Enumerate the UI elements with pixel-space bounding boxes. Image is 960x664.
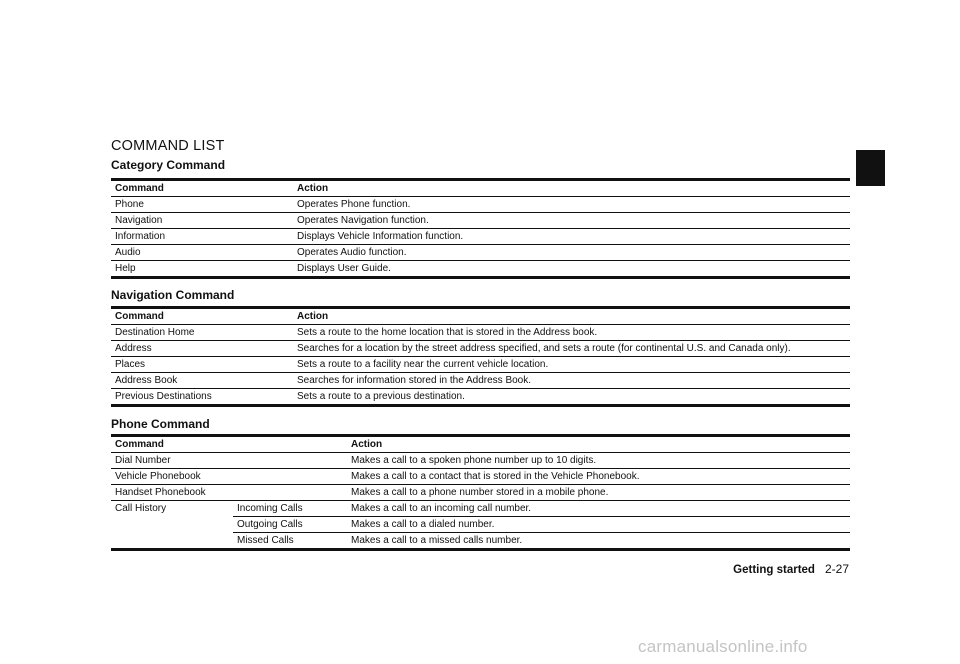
- command-cell: Dial Number: [111, 453, 347, 469]
- table-header-row: [111, 308, 850, 325]
- command-cell: Destination Home: [111, 325, 293, 341]
- table-row: [111, 325, 850, 341]
- action-cell: Sets a route to the home location that is stored in the Address book.: [293, 325, 850, 341]
- page-title: COMMAND LIST: [111, 138, 225, 154]
- action-cell: Operates Phone function.: [293, 197, 850, 213]
- table-row: [111, 261, 850, 278]
- header-action: Action: [347, 436, 850, 453]
- table-row: [111, 357, 850, 373]
- chapter-tab-marker: [856, 150, 885, 186]
- command-cell: Places: [111, 357, 293, 373]
- action-cell: Displays User Guide.: [297, 263, 391, 274]
- table-header-row: [111, 436, 850, 453]
- action-cell: Sets a route to a previous destination.: [297, 391, 465, 402]
- phone-command-title: Phone Command: [111, 417, 210, 431]
- page-footer: [733, 562, 849, 576]
- table-row: [111, 213, 850, 229]
- table-row: [111, 373, 850, 389]
- header-command: Command: [111, 436, 347, 453]
- command-cell: Address Book: [111, 373, 293, 389]
- action-cell: Searches for a location by the street address specified, and sets a route (for continental U.S. and Canada only).: [293, 341, 850, 357]
- navigation-command-table: [111, 306, 850, 407]
- phone-command-table: [111, 434, 850, 551]
- action-cell: Makes a call to an incoming call number.: [347, 501, 850, 517]
- footer-section: Getting started: [733, 564, 815, 576]
- command-cell: Navigation: [111, 213, 293, 229]
- subcommand-cell: Outgoing Calls: [233, 517, 347, 533]
- subcommand-cell: Missed Calls: [237, 535, 294, 546]
- table-row: [111, 389, 850, 406]
- table-row: [111, 341, 850, 357]
- category-command-table: [111, 178, 850, 279]
- action-cell: Makes a call to a contact that is stored in the Vehicle Phonebook.: [347, 469, 850, 485]
- table-row: [111, 229, 850, 245]
- action-cell: Makes a call to a dialed number.: [347, 517, 850, 533]
- table-row: [111, 453, 850, 469]
- action-cell: Displays Vehicle Information function.: [293, 229, 850, 245]
- action-cell: Sets a route to a facility near the current vehicle location.: [293, 357, 850, 373]
- table-row: [111, 245, 850, 261]
- table-row: [111, 501, 850, 517]
- command-cell: Help: [115, 263, 136, 274]
- command-cell: Previous Destinations: [115, 391, 212, 402]
- action-cell: Makes a call to a phone number stored in a mobile phone.: [347, 485, 850, 501]
- command-cell: Audio: [111, 245, 293, 261]
- call-history-cell: Call History: [111, 501, 233, 550]
- header-action: Action: [293, 308, 850, 325]
- category-command-title: Category Command: [111, 158, 226, 172]
- command-cell: Address: [111, 341, 293, 357]
- command-cell: Vehicle Phonebook: [111, 469, 347, 485]
- action-cell: Operates Navigation function.: [293, 213, 850, 229]
- header-command: Command: [111, 180, 293, 197]
- action-cell: Makes a call to a spoken phone number up to 10 digits.: [347, 453, 850, 469]
- command-cell: Handset Phonebook: [111, 485, 347, 501]
- action-cell: Makes a call to a missed calls number.: [351, 535, 523, 546]
- action-cell: Searches for information stored in the Address Book.: [293, 373, 850, 389]
- table-header-row: [111, 180, 850, 197]
- page-number: 2-27: [824, 562, 849, 576]
- action-cell: Operates Audio function.: [293, 245, 850, 261]
- table-row: [111, 485, 850, 501]
- subcommand-cell: Incoming Calls: [233, 501, 347, 517]
- header-command: Command: [111, 308, 293, 325]
- navigation-command-title: Navigation Command: [111, 288, 235, 302]
- command-cell: Information: [111, 229, 293, 245]
- command-cell: Phone: [111, 197, 293, 213]
- header-action: Action: [293, 180, 850, 197]
- table-row: [111, 469, 850, 485]
- watermark: carmanualsonline.info: [638, 637, 808, 656]
- table-row: [111, 197, 850, 213]
